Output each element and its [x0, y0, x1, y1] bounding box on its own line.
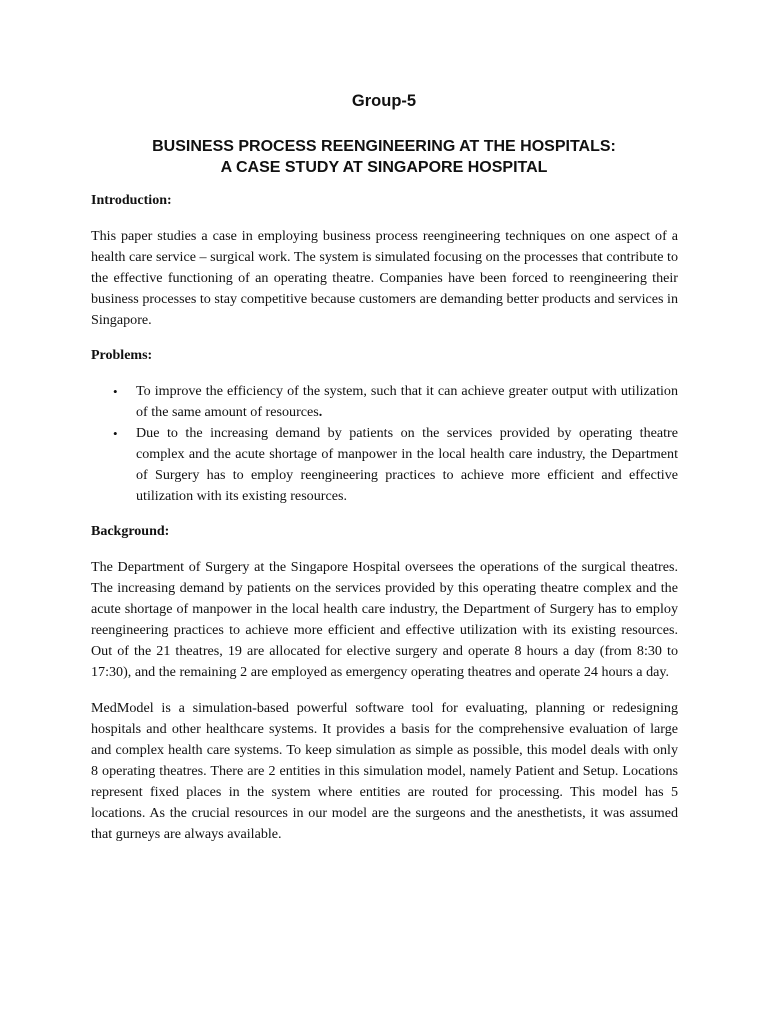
list-item [91, 423, 678, 507]
list-item-text: To improve the efficiency of the system, such that it can achieve greater output with utilization of the same amount of resources [136, 383, 678, 420]
introduction-paragraph: This paper studies a case in employing business process reengineering techniques on one aspect of a health care service – surgical work. The system is simulated focusing on the processes that contribute to the effective functioning of an operating theatre. Companies have been forced to reengineering their business processes to stay competitive because customers are demanding better products and services in Singapore. [91, 228, 678, 328]
problems-heading: Problems: [91, 348, 153, 363]
introduction-heading: Introduction: [91, 193, 172, 208]
title-line-2: A CASE STUDY AT SINGAPORE HOSPITAL [220, 159, 548, 176]
problems-list [91, 381, 678, 507]
background-heading: Background: [91, 524, 170, 539]
bullet-icon: • [113, 384, 118, 399]
list-item-text: Due to the increasing demand by patients on the services provided by operating theatre complex and the acute shortage of manpower in the local health care industry, the Department of Surgery has to employ reengineering practices to achieve more efficient and effective utilization with its existing resources. [136, 425, 678, 504]
background-paragraph-2: MedModel is a simulation-based powerful software tool for evaluating, planning or redesigning hospitals and other healthcare systems. It provides a basis for the comprehensive evaluation of large and complex health care systems. To keep simulation as simple as possible, this model deals with only 8 operating theatres. There are 2 entities in this simulation model, namely Patient and Setup. Locations represent fixed places in the system where entities are routed for processing. This model has 5 locations. As the crucial resources in our model are the surgeons and the anesthetists, it was assumed that gurneys are always available. [91, 700, 678, 842]
bullet-icon: • [113, 426, 118, 441]
document-body [91, 191, 678, 860]
background-paragraph-1: The Department of Surgery at the Singapore Hospital oversees the operations of the surgical theatres. The increasing demand by patients on the services provided by this operating theatre complex and the acute shortage of manpower in the local health care industry, the Department of Surgery has to employ reengineering practices to achieve more efficient and effective utilization with its existing resources. Out of the 21 theatres, 19 are allocated for elective surgery and operate 8 hours a day (from 8:30 to 17:30), and the remaining 2 are employed as emergency operating theatres and operate 24 hours a day. [91, 559, 678, 680]
list-item [91, 381, 678, 423]
title-line-1: BUSINESS PROCESS REENGINEERING AT THE HOSPITALS: [152, 138, 616, 155]
list-item-end: . [318, 404, 323, 420]
group-label: Group-5 [351, 92, 417, 110]
document-title [0, 136, 768, 178]
